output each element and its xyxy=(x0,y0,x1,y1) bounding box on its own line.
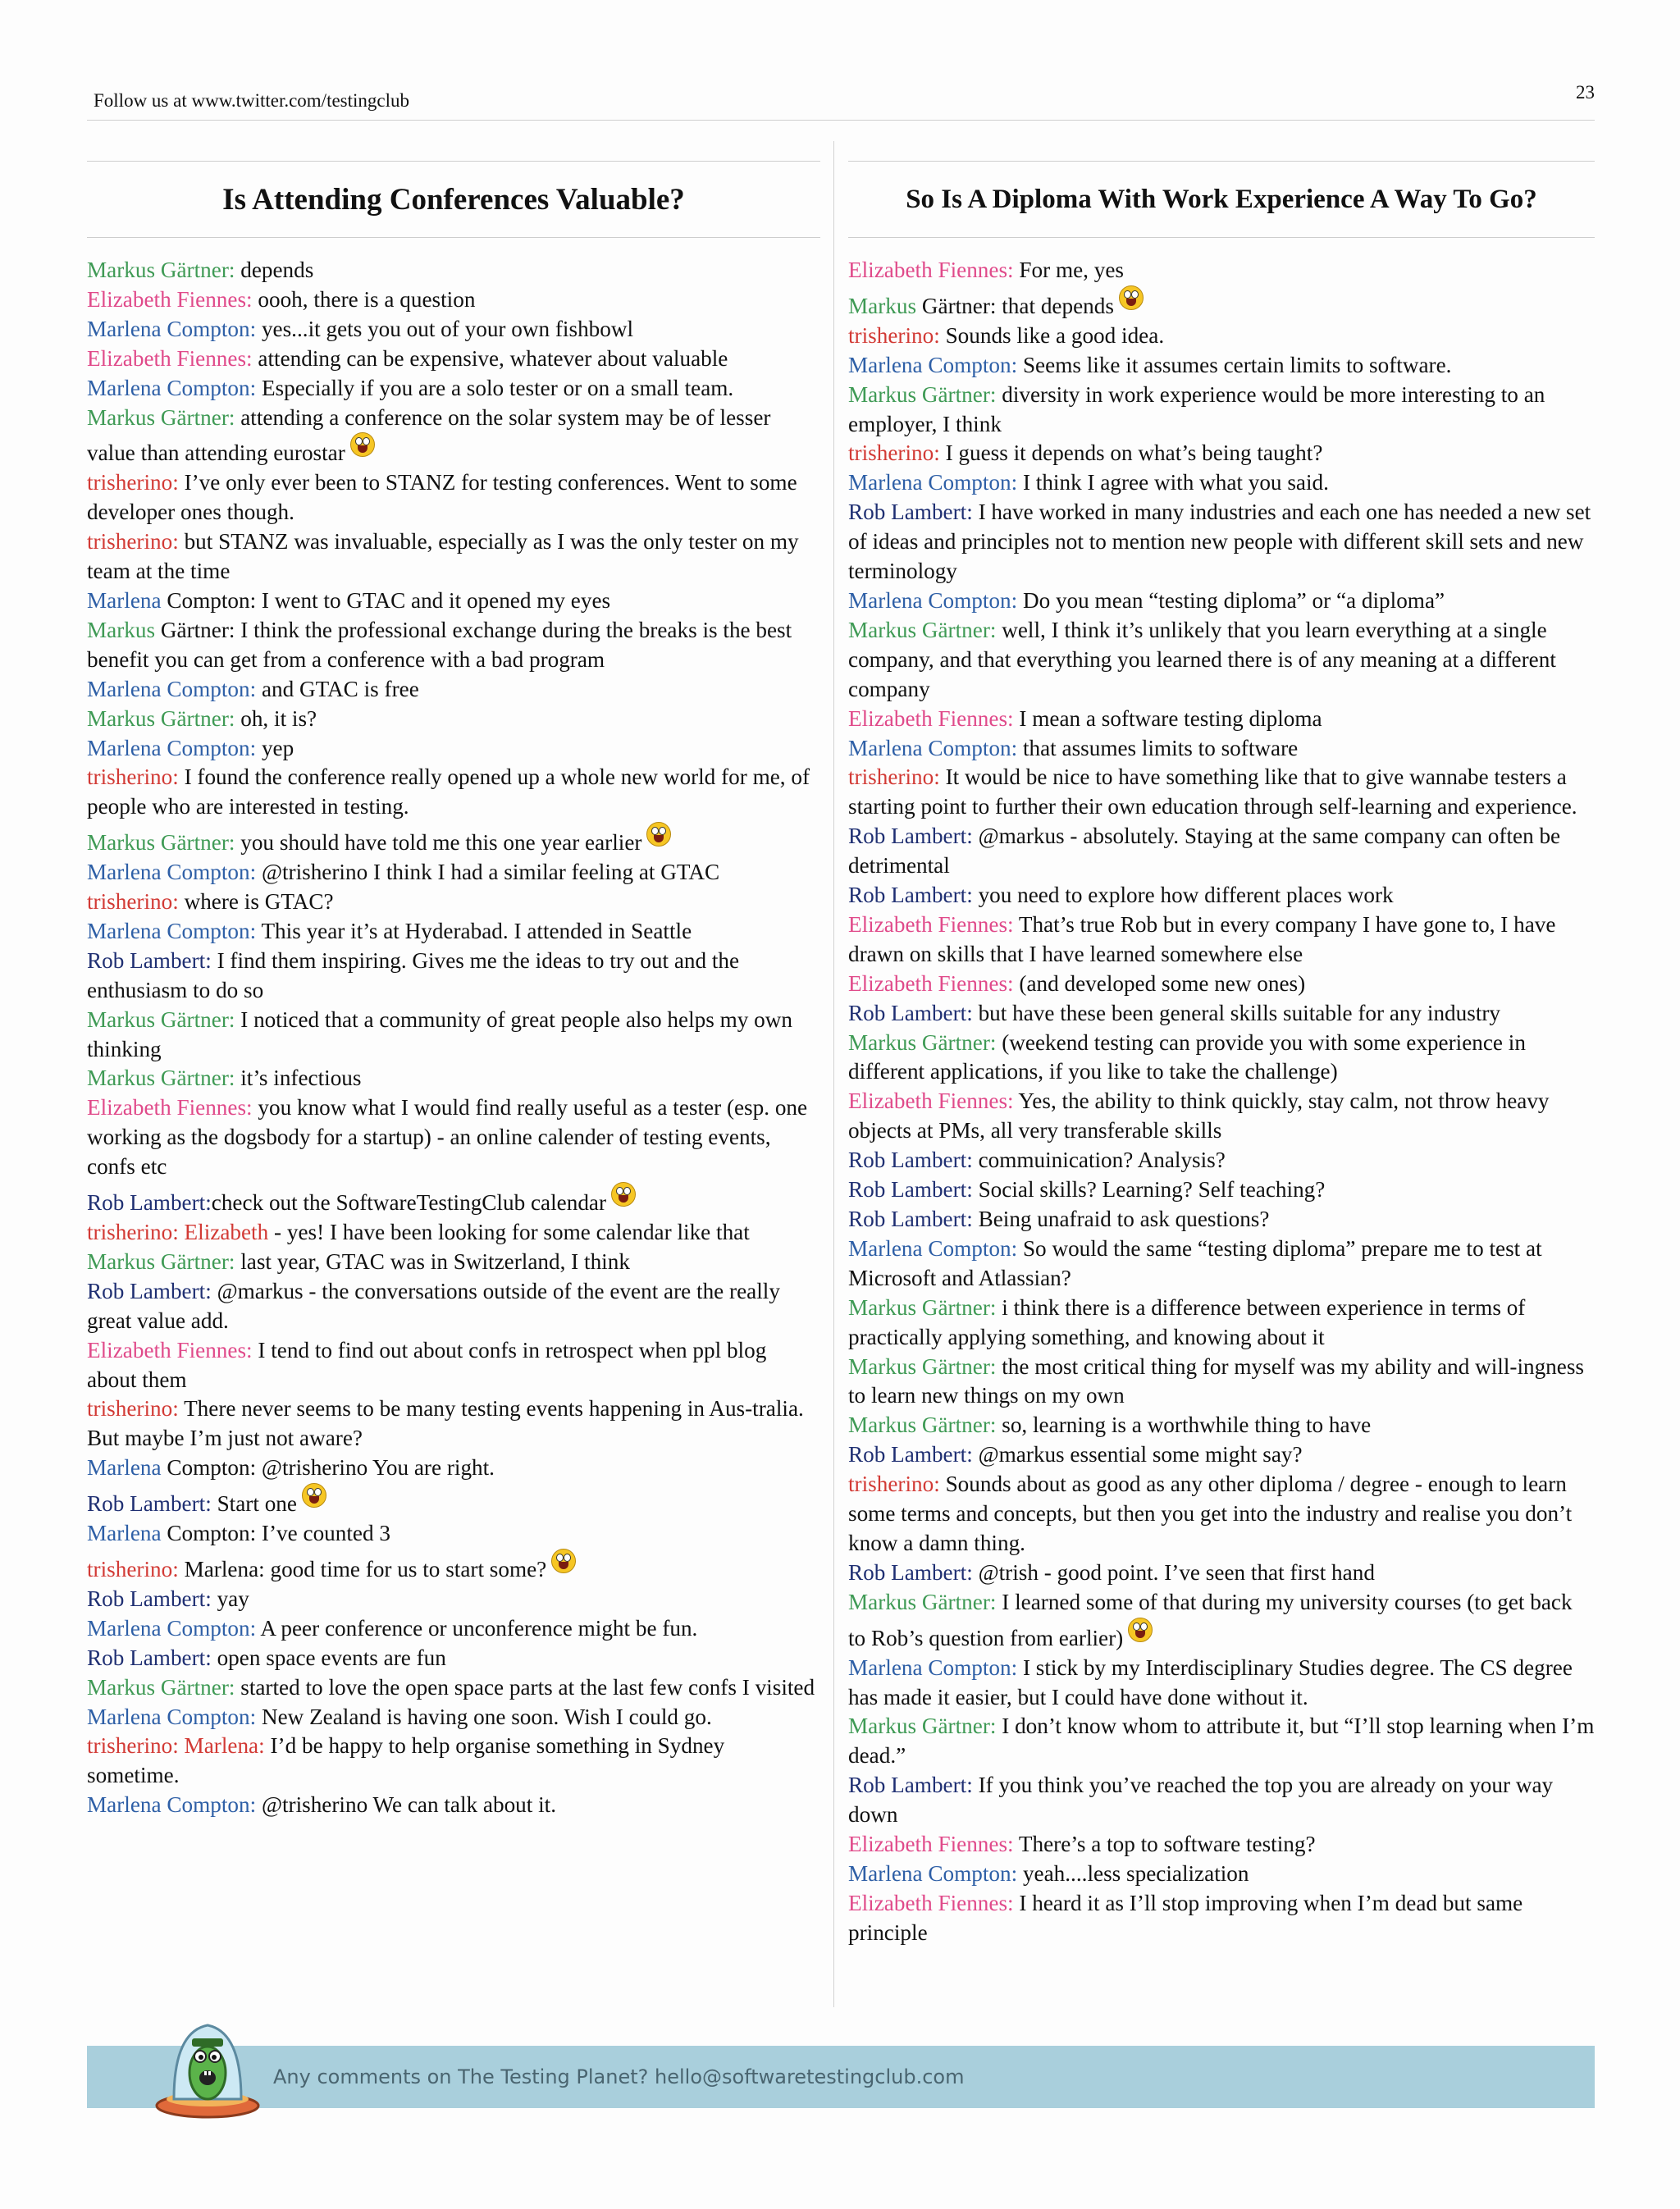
chat-message xyxy=(848,285,1595,322)
chat-speaker: Markus Gärtner: xyxy=(87,705,235,731)
chat-message xyxy=(87,1732,820,1791)
chat-text: you need to explore how different places work xyxy=(972,883,1394,908)
chat-text: @trisherino We can talk about it. xyxy=(256,1792,557,1818)
chat-speaker: Marlena Compton: xyxy=(87,1792,257,1818)
chat-message xyxy=(87,1483,820,1519)
chat-speaker: trisherino: xyxy=(848,1472,940,1497)
chat-message xyxy=(848,1411,1595,1440)
chat-text: it’s infectious xyxy=(235,1066,362,1091)
chat-speaker: Elizabeth Fiennes: xyxy=(848,1890,1014,1915)
chat-text: but STANZ was invaluable, especially as I was the only tester on my team at the time xyxy=(87,529,799,584)
chat-text: I tend to find out about confs in retrospect when ppl blog about them xyxy=(87,1337,767,1392)
chat-text: Gärtner: I think the professional exchange during the breaks is the best benefit you can get from a conference with a bad program xyxy=(87,617,792,672)
chat-text: I find them inspiring. Gives me the ideas to try out and the enthusiasm to do so xyxy=(87,947,740,1002)
chat-speaker: Marlena Compton: xyxy=(848,1860,1018,1886)
chat-speaker: Elizabeth Fiennes: xyxy=(848,705,1014,731)
chat-text: Sounds like a good idea. xyxy=(939,322,1165,348)
chat-message xyxy=(848,468,1595,498)
chat-message xyxy=(848,1830,1595,1860)
chat-speaker: Rob Lambert: xyxy=(87,1491,212,1517)
chat-text: There never seems to be many testing events happening in Aus-tralia. But maybe I’m just not aware? xyxy=(87,1396,804,1451)
chat-message xyxy=(87,917,820,947)
chat-text: Seems like it assumes certain limits to software. xyxy=(1017,352,1452,377)
chat-speaker: Marlena Compton: xyxy=(848,470,1018,495)
chat-message xyxy=(848,1087,1595,1146)
chat-message xyxy=(848,1294,1595,1353)
chat-text: yeah....less specialization xyxy=(1017,1860,1249,1886)
chat-message xyxy=(87,1673,820,1703)
chat-speaker: trisherino: Marlena: xyxy=(87,1733,265,1759)
chat-text: oooh, there is a question xyxy=(252,286,476,312)
chat-text: yes...it gets you out of your own fishbowl xyxy=(256,316,634,341)
chat-message xyxy=(848,1588,1595,1654)
chat-speaker: Elizabeth Fiennes: xyxy=(87,345,253,371)
chat-speaker: Marlena Compton: xyxy=(87,860,257,885)
chat-message xyxy=(848,1860,1595,1889)
chat-text: @trish - good point. I’ve seen that first hand xyxy=(972,1559,1375,1585)
chat-text: last year, GTAC was in Switzerland, I think xyxy=(235,1248,630,1274)
header-rule xyxy=(87,120,1595,121)
chat-speaker: Rob Lambert: xyxy=(848,883,973,908)
chat-speaker: Elizabeth Fiennes: xyxy=(848,911,1014,937)
chat-text: so, learning is a worthwhile thing to have xyxy=(996,1413,1372,1438)
chat-speaker: Markus Gärtner: xyxy=(848,381,997,407)
chat-text: Compton: I’ve counted 3 xyxy=(161,1521,390,1546)
chat-message xyxy=(87,888,820,917)
chat-message xyxy=(87,947,820,1006)
chat-speaker: trisherino: xyxy=(848,764,940,790)
chat-text: I noticed that a community of great people also helps my own thinking xyxy=(87,1006,792,1061)
chat-text: I stick by my Interdisciplinary Studies degree. The CS degree has made it easier, but I could have done without it. xyxy=(848,1654,1573,1709)
chat-message xyxy=(87,1218,820,1248)
chat-message xyxy=(848,1353,1595,1412)
chat-text: Especially if you are a solo tester or on a small team. xyxy=(256,375,734,400)
chat-text: open space events are fun xyxy=(211,1645,446,1670)
chat-text: Do you mean “testing diploma” or “a diploma” xyxy=(1017,587,1445,613)
chat-message xyxy=(848,351,1595,381)
chat-speaker: Markus Gärtner: xyxy=(87,1248,235,1274)
chat-text: @markus - absolutely. Staying at the same company can often be detrimental xyxy=(848,824,1561,879)
chat-text: I mean a software testing diploma xyxy=(1013,705,1322,731)
chat-text: Gärtner: that depends xyxy=(916,293,1114,318)
chat-text: well, I think it’s unlikely that you learn everything at a single company, and that everything you learned there is of any meaning at a different company xyxy=(848,617,1556,701)
chat-text: yep xyxy=(256,735,294,760)
chat-text: commuinication? Analysis? xyxy=(972,1148,1226,1173)
chat-speaker: Elizabeth Fiennes: xyxy=(87,1095,253,1120)
chat-speaker: Markus xyxy=(87,617,156,642)
chat-speaker: Marlena Compton: xyxy=(87,316,257,341)
smiley-emoji-icon xyxy=(1128,1618,1153,1642)
chat-message xyxy=(87,1519,820,1549)
chat-message xyxy=(87,1336,820,1395)
chat-text: This year it’s at Hyderabad. I attended in Seattle xyxy=(256,918,692,943)
chat-text: started to love the open space parts at the last few confs I visited xyxy=(235,1674,815,1700)
chat-text: check out the SoftwareTestingClub calendar xyxy=(211,1190,607,1216)
chat-message xyxy=(848,1889,1595,1948)
chat-speaker: Elizabeth Fiennes: xyxy=(848,1089,1014,1114)
chat-text: @markus - the conversations outside of the event are the really great value add. xyxy=(87,1278,780,1333)
chat-message xyxy=(87,1394,820,1454)
chat-speaker: Rob Lambert: xyxy=(848,824,973,849)
chat-message xyxy=(848,881,1595,911)
chat-text: where is GTAC? xyxy=(178,889,334,915)
chat-text: I guess it depends on what’s being taught? xyxy=(939,440,1323,466)
chat-speaker: Marlena Compton: xyxy=(87,918,257,943)
chat-speaker: Markus Gärtner: xyxy=(848,617,997,642)
smiley-emoji-icon xyxy=(551,1549,576,1573)
smiley-emoji-icon xyxy=(611,1182,636,1207)
chat-message xyxy=(848,322,1595,351)
chat-message xyxy=(848,822,1595,881)
chat-speaker: Marlena xyxy=(87,1521,162,1546)
right-title-box xyxy=(848,161,1595,238)
chat-message xyxy=(87,763,820,822)
chat-speaker: Rob Lambert: xyxy=(848,1148,973,1173)
chat-message xyxy=(87,256,820,285)
chat-text: oh, it is? xyxy=(235,705,317,731)
left-chat-transcript xyxy=(87,256,820,1820)
chat-speaker: Markus Gärtner: xyxy=(87,1674,235,1700)
chat-speaker: Markus Gärtner: xyxy=(848,1589,997,1614)
chat-speaker: Marlena Compton: xyxy=(848,587,1018,613)
right-column xyxy=(848,161,1595,1948)
chat-speaker: trisherino: xyxy=(87,1556,179,1581)
chat-speaker: Markus Gärtner: xyxy=(87,258,235,282)
chat-message xyxy=(848,1146,1595,1175)
left-section-title: Is Attending Conferences Valuable? xyxy=(222,182,685,217)
chat-message xyxy=(848,911,1595,970)
chat-message xyxy=(87,858,820,888)
chat-text: diversity in work experience would be more interesting to an employer, I think xyxy=(848,381,1545,436)
chat-message xyxy=(87,616,820,675)
chat-speaker: Marlena Compton: xyxy=(87,375,257,400)
chat-text: I found the conference really opened up a whole new world for me, of people who are interested in testing. xyxy=(87,764,810,819)
chat-message xyxy=(87,1006,820,1065)
chat-speaker: Rob Lambert: xyxy=(848,1000,973,1025)
chat-message xyxy=(848,256,1595,285)
smiley-emoji-icon xyxy=(1119,285,1144,310)
chat-speaker: Elizabeth Fiennes: xyxy=(87,1337,253,1362)
chat-text: I heard it as I’ll stop improving when I’m dead but same principle xyxy=(848,1890,1523,1945)
chat-message xyxy=(87,315,820,345)
chat-speaker: Marlena Compton: xyxy=(87,1615,257,1641)
chat-text: you know what I would find really useful as a tester (esp. one working as the dogsbody for a startup) - an online calender of testing events, confs etc xyxy=(87,1095,808,1180)
chat-speaker: Marlena xyxy=(87,1455,162,1481)
chat-speaker: trisherino: xyxy=(848,322,940,348)
chat-text: the most critical thing for myself was my ability and will-ingness to learn new things on my own xyxy=(848,1353,1585,1408)
chat-text: that assumes limits to software xyxy=(1017,735,1299,760)
chat-text: I learned some of that during my university courses (to get back to Rob’s question from earlier) xyxy=(848,1589,1573,1650)
chat-text: Marlena: good time for us to start some? xyxy=(178,1556,547,1581)
chat-speaker: Rob Lambert: xyxy=(848,1559,973,1585)
chat-speaker: Rob Lambert: xyxy=(87,1190,212,1216)
chat-message xyxy=(848,1559,1595,1588)
chat-text: For me, yes xyxy=(1013,258,1125,282)
column-divider xyxy=(833,141,834,2007)
chat-text: Sounds about as good as any other diploma / degree - enough to learn some terms and concepts, but then you get into the industry and realise you don’t know a damn thing. xyxy=(848,1472,1573,1555)
chat-message xyxy=(87,527,820,586)
chat-message xyxy=(848,970,1595,999)
chat-text: Being unafraid to ask questions? xyxy=(972,1207,1270,1231)
chat-speaker: trisherino: xyxy=(87,764,179,790)
chat-message xyxy=(87,1277,820,1336)
left-title-box xyxy=(87,161,820,238)
chat-speaker: Markus Gärtner: xyxy=(87,830,235,856)
chat-message xyxy=(87,1791,820,1820)
chat-text: New Zealand is having one soon. Wish I could go. xyxy=(256,1704,712,1729)
chat-speaker: trisherino: xyxy=(87,1396,179,1422)
chat-speaker: Markus Gärtner: xyxy=(87,1066,235,1091)
chat-message xyxy=(848,381,1595,440)
chat-speaker: Markus Gärtner: xyxy=(87,404,235,430)
right-section-title: So Is A Diploma With Work Experience A Way To Go? xyxy=(906,184,1537,214)
chat-message xyxy=(87,345,820,374)
chat-speaker: trisherino: Elizabeth xyxy=(87,1220,269,1244)
chat-text: Compton: @trisherino You are right. xyxy=(161,1455,495,1481)
chat-message xyxy=(87,1182,820,1218)
chat-text: attending a conference on the solar system may be of lesser value than attending eurostar xyxy=(87,404,771,466)
chat-message xyxy=(87,1454,820,1483)
chat-speaker: Elizabeth Fiennes: xyxy=(848,1832,1014,1857)
chat-speaker: Rob Lambert: xyxy=(848,1207,973,1231)
chat-text: (and developed some new ones) xyxy=(1013,970,1306,996)
chat-speaker: trisherino: xyxy=(87,889,179,915)
chat-speaker: Markus xyxy=(848,293,917,318)
chat-text: yay xyxy=(211,1586,249,1611)
smiley-emoji-icon xyxy=(646,822,671,847)
chat-speaker: Rob Lambert: xyxy=(848,1773,973,1798)
chat-speaker: trisherino: xyxy=(87,529,179,555)
chat-speaker: Marlena Compton: xyxy=(848,1235,1018,1261)
smiley-emoji-icon xyxy=(350,432,375,457)
chat-text: depends xyxy=(235,258,314,282)
smiley-emoji-icon xyxy=(302,1483,326,1508)
chat-text: Social skills? Learning? Self teaching? xyxy=(972,1177,1326,1203)
chat-message xyxy=(87,374,820,404)
chat-speaker: Markus Gärtner: xyxy=(87,1006,235,1032)
chat-speaker: Elizabeth Fiennes: xyxy=(848,258,1014,282)
chat-text: i think there is a difference between experience in terms of practically applying something, and knowing about it xyxy=(848,1294,1526,1349)
right-chat-transcript xyxy=(848,256,1595,1948)
chat-speaker: Rob Lambert: xyxy=(87,1278,212,1303)
chat-speaker: Marlena Compton: xyxy=(87,1704,257,1729)
chat-message xyxy=(87,586,820,616)
chat-text: A peer conference or unconference might be fun. xyxy=(256,1615,698,1641)
chat-message xyxy=(87,822,820,858)
chat-message xyxy=(848,763,1595,822)
chat-message xyxy=(848,439,1595,468)
chat-message xyxy=(848,705,1595,734)
chat-message xyxy=(87,1585,820,1614)
chat-message xyxy=(848,616,1595,705)
chat-text: So would the same “testing diploma” prepare me to test at Microsoft and Atlassian? xyxy=(848,1235,1542,1290)
chat-speaker: Markus Gärtner: xyxy=(848,1353,997,1379)
chat-text: you should have told me this one year earlier xyxy=(235,830,642,856)
chat-text: I have worked in many industries and each one has needed a new set of ideas and principles not to mention new people with different skill sets and new terminology xyxy=(848,500,1591,584)
chat-speaker: Markus Gärtner: xyxy=(848,1294,997,1320)
chat-text: I’d be happy to help organise something in Sydney sometime. xyxy=(87,1733,725,1788)
chat-message xyxy=(87,734,820,764)
chat-text: There’s a top to software testing? xyxy=(1013,1832,1316,1857)
chat-message xyxy=(848,1235,1595,1294)
chat-text: I don’t know whom to attribute it, but “I’ll stop learning when I’m dead.” xyxy=(848,1714,1595,1769)
footer-contact-text: Any comments on The Testing Planet? hello@softwaretestingclub.com xyxy=(273,2065,965,2088)
chat-speaker: Markus Gärtner: xyxy=(848,1029,997,1055)
chat-text: and GTAC is free xyxy=(256,676,419,701)
chat-speaker: Elizabeth Fiennes: xyxy=(848,970,1014,996)
chat-text: but have these been general skills suitable for any industry xyxy=(972,1000,1501,1025)
chat-text: Compton: I went to GTAC and it opened my eyes xyxy=(161,587,611,613)
left-column xyxy=(87,161,820,1820)
chat-speaker: Elizabeth Fiennes: xyxy=(87,286,253,312)
header-follow-text: Follow us at www.twitter.com/testingclub xyxy=(94,90,410,111)
chat-message xyxy=(87,675,820,705)
chat-message xyxy=(848,1470,1595,1559)
chat-text: It would be nice to have something like that to give wannabe testers a starting point to further their own education through self-learning and experience. xyxy=(848,764,1577,819)
chat-text: - yes! I have been looking for some calendar like that xyxy=(268,1220,750,1244)
chat-message xyxy=(848,586,1595,616)
chat-message xyxy=(848,1440,1595,1470)
chat-speaker: Rob Lambert: xyxy=(87,1586,212,1611)
chat-message xyxy=(87,705,820,734)
chat-text: attending can be expensive, whatever about valuable xyxy=(252,345,728,371)
chat-message xyxy=(87,1549,820,1585)
chat-message xyxy=(848,1712,1595,1771)
chat-message xyxy=(848,498,1595,586)
chat-message xyxy=(848,1205,1595,1235)
chat-message xyxy=(87,468,820,527)
page-number: 23 xyxy=(1576,82,1595,103)
chat-speaker: Rob Lambert: xyxy=(848,1442,973,1467)
chat-message xyxy=(87,1614,820,1644)
chat-speaker: Marlena Compton: xyxy=(848,352,1018,377)
chat-text: I think I agree with what you said. xyxy=(1017,470,1329,495)
chat-message xyxy=(848,1771,1595,1830)
chat-speaker: Marlena Compton: xyxy=(848,735,1018,760)
chat-text: @trisherino I think I had a similar feeling at GTAC xyxy=(256,860,720,885)
chat-text: I’ve only ever been to STANZ for testing conferences. Went to some developer ones though. xyxy=(87,470,797,525)
chat-message xyxy=(87,1703,820,1732)
chat-message xyxy=(848,1175,1595,1205)
chat-speaker: trisherino: xyxy=(87,470,179,495)
chat-speaker: Markus Gärtner: xyxy=(848,1413,997,1438)
chat-text: That’s true Rob but in every company I have gone to, I have drawn on skills that I have learned somewhere else xyxy=(848,911,1556,966)
chat-speaker: Rob Lambert: xyxy=(87,947,212,973)
chat-text: Yes, the ability to think quickly, stay calm, not throw heavy objects at PMs, all very transferable skills xyxy=(848,1089,1550,1143)
chat-message xyxy=(848,734,1595,764)
chat-message xyxy=(87,1644,820,1673)
chat-text: Start one xyxy=(211,1491,297,1517)
alien-mascot-icon xyxy=(149,2014,266,2125)
chat-text: @markus essential some might say? xyxy=(972,1442,1303,1467)
chat-message xyxy=(848,1029,1595,1088)
chat-text: If you think you’ve reached the top you are already on your way down xyxy=(848,1773,1554,1828)
chat-speaker: trisherino: xyxy=(848,440,940,466)
chat-speaker: Rob Lambert: xyxy=(848,1177,973,1203)
chat-speaker: Marlena Compton: xyxy=(87,676,257,701)
chat-message xyxy=(87,1248,820,1277)
chat-speaker: Marlena Compton: xyxy=(87,735,257,760)
chat-message xyxy=(848,999,1595,1029)
chat-message xyxy=(87,1093,820,1182)
chat-speaker: Marlena Compton: xyxy=(848,1654,1018,1680)
chat-message xyxy=(87,285,820,315)
chat-message xyxy=(848,1654,1595,1713)
chat-speaker: Rob Lambert: xyxy=(87,1645,212,1670)
chat-text: (weekend testing can provide you with some experience in different applications, if you like to take the challenge) xyxy=(848,1029,1526,1084)
chat-message xyxy=(87,404,820,469)
chat-speaker: Marlena xyxy=(87,587,162,613)
chat-message xyxy=(87,1064,820,1093)
chat-speaker: Markus Gärtner: xyxy=(848,1714,997,1739)
chat-speaker: Rob Lambert: xyxy=(848,500,973,525)
